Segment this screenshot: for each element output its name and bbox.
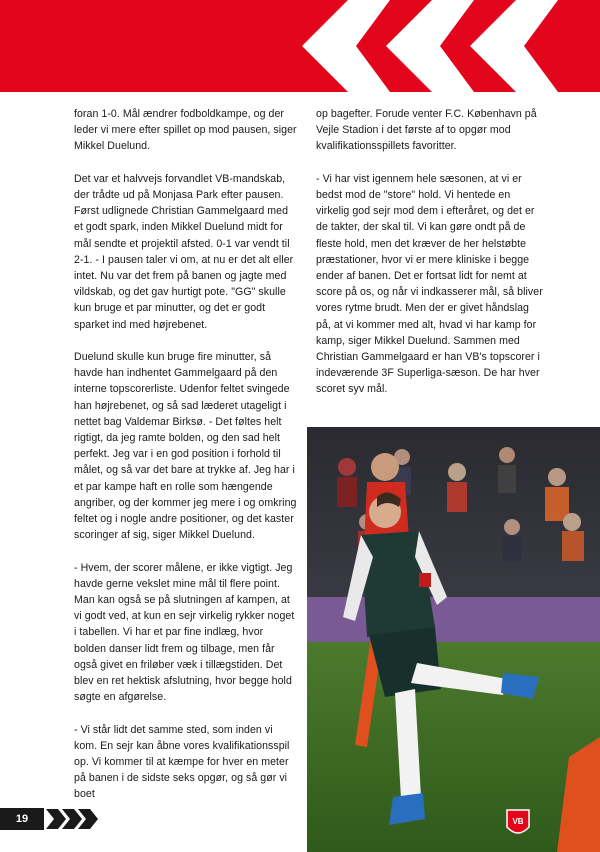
article-paragraph: op bagefter. Forude venter F.C. København på Vejle Stadion i det første af to opgør mod kvalifikationsspillets favoritter. [316,108,537,153]
vb-badge-icon [507,810,529,833]
page-arrows-icon [44,808,100,830]
vb-badge-text: VB [512,817,524,826]
article-paragraph: Det var et halvvejs forvandlet VB-mandskab, der trådte ud på Monjasa Park efter pausen. Først udlignede Christian Gammelgaard med et godt spark, inden Mikkel Duelund midt for mål sendte et projektil afsted. 0-1 var vendt til 2-1. - I pausen taler vi om, at nu er det alt eller intet. Nu var det frem på banen og jagte med vildskab, og det gav hurtigt pote. "GG" skulle kun bruge et par minutter, og det er godt sparket ind med højrebenet. [74,172,294,331]
article-paragraph: - Hvem, der scorer målene, er ikke vigtigt. Jeg havde gerne vekslet mine mål til flere point. Man kan også se på slutningen af kampen, at vi godt ved, at kun en sejr virkelig rykker noget i tabellen. Vi har et par fine indlæg, hvor bolden danser lidt frem og tilbage, men får også givet en friløber væk i tillægstiden. Det blev en ret hektisk afslutning, hvor begge hold søgte en afgørelse. [74,561,295,704]
match-photo-illustration [307,427,600,852]
article-left-column [74,106,298,803]
article-right-column [316,106,546,398]
article-paragraph: - Vi står lidt det samme sted, som inden vi kom. En sejr kan åbne vores kvalifikationsspil op. Vi kommer til at kæmpe for hver en meter på banen i de sidste seks opgør, og så gør vi boet [74,723,290,801]
article-paragraph: - Vi har vist igennem hele sæsonen, at vi er bedst mod de "store" hold. Vi hentede en virkelig god sejr mod dem i efteråret, og det er de takter, der skal til. Vi kan gøre ondt på de fleste hold, men det kræver de her helstøbte præstationer, hvor vi er mere kliniske i begge ender af banen. Det er fortsat lidt for nemt at score på os, og når vi indkasserer mål, så bliver vores rytme brudt. Men der er givet håndslag på, at vi kommer med alt, hvad vi har kamp for kamp, siger Mikkel Duelund. Sammen med Christian Gammelgaard er han VB's topscorer i indeværende 3F Superliga-sæson. De har hver scoret syv mål. [316,172,543,396]
page-number: 19 [0,808,44,830]
match-photo [307,427,600,852]
article-paragraph: foran 1-0. Mål ændrer fodboldkampe, og der leder vi mere efter spillet op mod pausen, siger Mikkel Duelund. [74,108,297,153]
header-banner [0,0,600,92]
article-paragraph: Duelund skulle kun bruge fire minutter, så havde han indhentet Gammelgaard på den interne topscorerliste. Udenfor feltet svingede han højrebenet, og så sad læderet utageligt i nettet bag Valdemar Birksø. - Det føltes helt rigtigt, da jeg ramte bolden, og den sad helt perfekt. Jeg var i en god position i forhold til målet, og så var det bare at trykke af. Jeg har i et par kampe haft en rolle som hængende angriber, og der kommer jeg mere i og omkring feltet og i nogle andre positioner, og det kaster scoringer af sig, siger Mikkel Duelund. [74,351,297,542]
